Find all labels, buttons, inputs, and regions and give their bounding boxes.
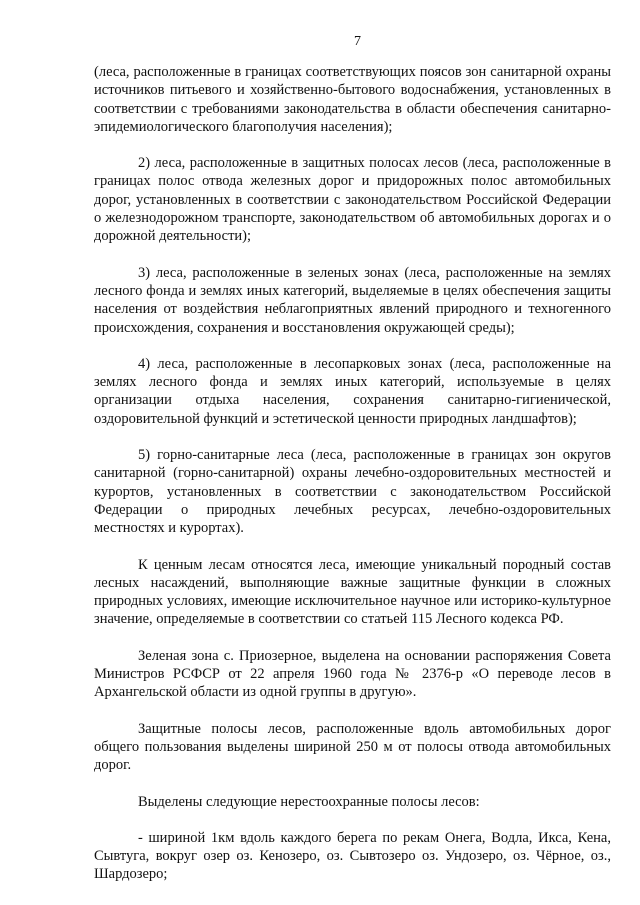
paragraph-item-5-mountain-sanitary-forests: 5) горно-санитарные леса (леса, расположенные в границах зон округов санитарной (горно-санитарной) охраны лечебно-оздоровительных местностей и курортов, установленных в соответствии с законодательством Российской Федерации о природных лечебных ресурсах, лечебно-оздоровительных местностях и курортах). <box>94 447 611 537</box>
page-number: 7 <box>354 34 361 49</box>
paragraph-green-zone-priozernoe: Зеленая зона с. Приозерное, выделена на основании распоряжения Совета Министров РСФСР от 22 апреля 1960 года № 2376-р «О переводе лесов в Архангельской области из одной группы в другую». <box>94 647 611 701</box>
paragraph-spawning-strips-list: - шириной 1км вдоль каждого берега по рекам Онега, Водла, Икса, Кена, Сывтуга, вокруг озер оз. Кенозеро, оз. Сывтозеро оз. Ундозеро, оз. Чёрное, оз., Шардозеро; <box>94 829 611 883</box>
paragraph-item-4-forest-park-zones: 4) леса, расположенные в лесопарковых зонах (леса, расположенные на землях лесного фонда и землях иных категорий, используемые в целях организации отдыха населения, сохранения санитарно-гигиенической, оздоровительной функций и эстетической ценности природных ландшафтов); <box>94 355 611 427</box>
paragraph-continued-list-item: (леса, расположенные в границах соответствующих поясов зон санитарной охраны источников питьевого и хозяйственно-бытового водоснабжения, установленных в соответствии с требованиями законодательства в области обеспечения санитарно-эпидемиологического благополучия населения); <box>94 64 611 135</box>
paragraph-road-protective-strips: Защитные полосы лесов, расположенные вдоль автомобильных дорог общего пользования выделены шириной 250 м от полосы отвода автомобильных дорог. <box>94 720 611 774</box>
paragraph-item-2-protective-strips: 2) леса, расположенные в защитных полосах лесов (леса, расположенные в границах полос отвода железных дорог и придорожных полос автомобильных дорог, установленных в соответствии с законодательством Российской Федерации о железнодорожном транспорте, законодательством об автомобильных дорогах и о дорожной деятельности); <box>94 155 611 245</box>
paragraph-item-3-green-zones: 3) леса, расположенные в зеленых зонах (леса, расположенные на землях лесного фонда и землях иных категорий, выделяемые в целях обеспечения защиты населения от воздействия неблагоприятных явлений природного и техногенного происхождения, сохранения и восстановления окружающей среды); <box>94 264 611 336</box>
paragraph-spawning-strips-intro: Выделены следующие нерестоохранные полосы лесов: <box>138 793 480 810</box>
paragraph-valuable-forests: К ценным лесам относятся леса, имеющие уникальный породный состав лесных насаждений, выполняющие важные защитные функции в сложных природных условиях, имеющие исключительное научное или историко-культурное значение, определяемые в соответствии со статьей 115 Лесного кодекса РФ. <box>94 556 611 628</box>
